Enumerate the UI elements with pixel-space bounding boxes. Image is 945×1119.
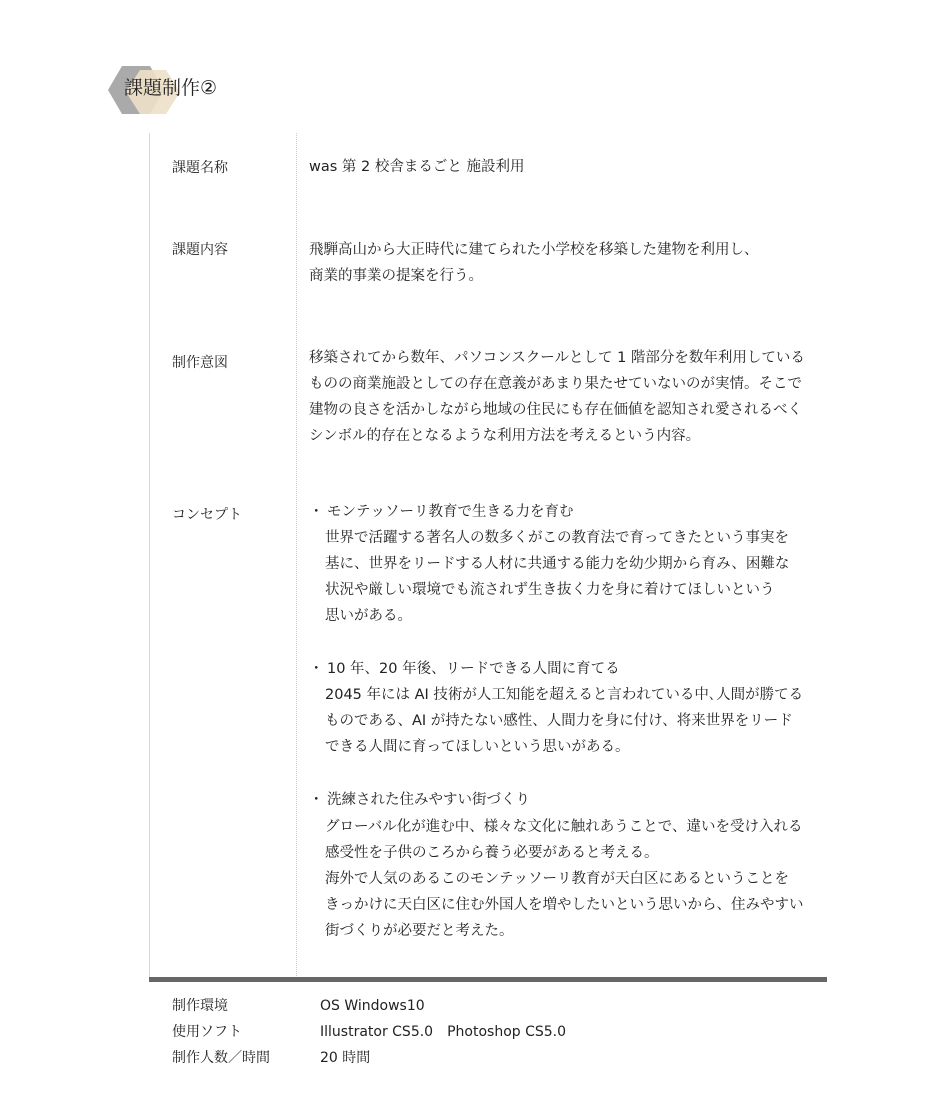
value-environment: OS Windows10: [320, 998, 425, 1014]
text-line: 海外で人気のあるこのモンテッソーリ教育が天白区にあるということを: [325, 871, 789, 887]
concept-item-title: [309, 499, 574, 525]
text-line: 基に、世界をリードする人材に共通する能力を幼少期から育み、困難な: [325, 556, 790, 572]
concept-title-text: 洗練された住みやすい街づくり: [327, 792, 530, 808]
label-concept: コンセプト: [172, 507, 242, 523]
bullet-icon: ・: [309, 504, 324, 520]
label-environment: 制作環境: [172, 998, 228, 1014]
label-people-time: 制作人数／時間: [172, 1050, 270, 1066]
text-line: 建物の良さを活かしながら地域の住民にも存在価値を認知され愛されるべく: [309, 402, 802, 418]
text-line: 飛騨高山から大正時代に建てられた小学校を移築した建物を利用し、: [309, 242, 759, 258]
bullet-icon: ・: [309, 661, 324, 677]
section-heading: [108, 64, 268, 116]
value-project-name: was 第 2 校舎まるごと 施設利用: [309, 159, 525, 175]
value-production-intent: [309, 345, 805, 449]
page-title: 課題制作②: [124, 77, 218, 99]
text-line: 移築されてから数年、パソコンスクールとして 1 階部分を数年利用している: [309, 350, 805, 366]
concept-item-body: [325, 814, 804, 944]
concept-item-title: [309, 787, 530, 813]
concept-item-body: [325, 525, 789, 629]
label-production-intent: 制作意図: [172, 355, 228, 371]
text-line: 世界で活躍する著名人の数多くがこの教育法で育ってきたという事実を: [325, 530, 789, 546]
text-line: 2045 年には AI 技術が人工知能を超えると言われている中､人間が勝てる: [325, 687, 804, 703]
value-people-time: 20 時間: [320, 1050, 371, 1066]
text-line: グローバル化が進む中、様々な文化に触れあうことで、違いを受け入れる: [325, 819, 803, 835]
text-line: シンボル的存在となるような利用方法を考えるという内容。: [309, 428, 701, 444]
concept-item-body: [325, 682, 803, 760]
concept-item-title: [309, 656, 620, 682]
bullet-icon: ・: [309, 792, 324, 808]
concept-title-text: 10 年、20 年後、リードできる人間に育てる: [327, 661, 620, 677]
text-line: 商業的事業の提案を行う。: [309, 268, 483, 284]
text-line: 街づくりが必要だと考えた。: [325, 923, 514, 939]
value-project-content: [309, 237, 759, 289]
concept-title-text: モンテッソーリ教育で生きる力を育む: [327, 504, 574, 520]
text-line: きっかけに天白区に住む外国人を増やしたいという思いから、住みやすい: [325, 897, 804, 913]
text-line: ものの商業施設としての存在意義があまり果たせていないのが実情。そこで: [309, 376, 802, 392]
section-divider: [149, 977, 827, 982]
label-project-content: 課題内容: [172, 242, 228, 258]
text-line: 状況や厳しい環境でも流されず生き抜く力を身に着けてほしいという: [325, 582, 775, 598]
text-line: 思いがある。: [325, 608, 412, 624]
text-line: ものである、AI が持たない感性、人間力を身に付け、将来世界をリード: [325, 713, 793, 729]
label-software: 使用ソフト: [172, 1024, 242, 1040]
value-software: Illustrator CS5.0 Photoshop CS5.0: [320, 1024, 567, 1040]
text-line: 感受性を子供のころから養う必要があると考える。: [325, 845, 659, 861]
text-line: できる人間に育ってほしいという思いがある。: [325, 739, 630, 755]
label-project-name: 課題名称: [172, 160, 228, 176]
column-divider: [296, 133, 297, 978]
